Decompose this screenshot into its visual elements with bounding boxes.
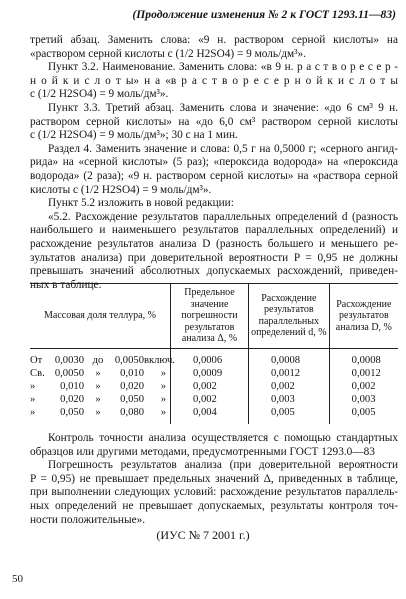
text-line: зультатов анализа) при доверительной вероятности P = 0,95 не должны <box>30 251 398 264</box>
col-header-tellurium: Массовая доля теллура, % <box>44 310 156 321</box>
range-part: » <box>30 380 36 392</box>
cell-error-limit: 0,002 <box>171 393 249 406</box>
table-row <box>30 406 398 423</box>
range-part: » <box>95 394 101 406</box>
col-header-analysis-discrepancy: Расхождение результатов анализа D, % <box>329 284 398 349</box>
text-line: Раздел 4. Заменить значение и слова: 0,5 г на 0,5000 г; «серного ангид- <box>48 142 398 155</box>
range-part: 0,0050 <box>114 354 144 366</box>
cell-error-limit: 0,0006 <box>171 348 249 367</box>
range-part: 0,010 <box>120 367 144 379</box>
cell-analysis-discrepancy: 0,005 <box>329 406 398 423</box>
text-line: ности положительные». <box>30 513 146 526</box>
cell-tellurium-range <box>30 393 171 406</box>
range-part: 0,020 <box>60 394 84 406</box>
text-line: наибольшего и наименьшего результатов параллельных определений) и <box>30 224 398 237</box>
range-part: » <box>160 394 166 406</box>
cell-analysis-discrepancy: 0,003 <box>329 393 398 406</box>
range-part: » <box>160 407 166 419</box>
cell-analysis-discrepancy: 0,002 <box>329 380 398 393</box>
cell-parallel-discrepancy: 0,0008 <box>248 348 329 367</box>
range-part: » <box>95 367 101 379</box>
cell-parallel-discrepancy: 0,002 <box>248 380 329 393</box>
text-line: Погрешность результатов анализа (при доверительной вероятности <box>48 459 398 472</box>
text-line: расхождение результатов анализа D (разность большего и меньшего ре- <box>30 237 398 250</box>
table-row <box>30 367 398 380</box>
ius-reference: (ИУС № 7 2001 г.) <box>156 528 250 542</box>
range-part: 0,050 <box>120 394 144 406</box>
cell-error-limit: 0,004 <box>171 406 249 423</box>
table-row <box>30 348 398 367</box>
col-header-error-limit: Предельное значение погрешности результатов анализа Δ, % <box>171 284 249 349</box>
text-line: Пункт 3.3. Третий абзац. Заменить слова и значение: «до 6 см³ 9 н. <box>48 101 398 114</box>
range-part: 0,080 <box>120 407 144 419</box>
cell-analysis-discrepancy: 0,0012 <box>329 367 398 380</box>
range-part: » <box>30 407 36 419</box>
text-line: образцов или другими методами, предусмотренными ГОСТ 1293.0—83 <box>30 445 375 458</box>
text-line: «5.2. Расхождение результатов параллельных определений d (разность <box>48 210 398 223</box>
text-line: раствором серной кислоты» на «до 6,0 см³ раствором серной кислоты <box>30 115 398 128</box>
text-line: «раствором серной кислоты c (1/2 H2SO4) = 9 моль/дм³». <box>30 47 306 60</box>
range-part: 0,020 <box>120 380 144 392</box>
table-row <box>30 380 398 393</box>
text-line: Пункт 3.2. Наименование. Заменить слова: «в 9 н. р а с т в о р е с е р - <box>48 61 398 74</box>
text-line: водорода» (2 раза); «9 н. раствором серной кислоты» на «раствора серной <box>30 169 398 182</box>
range-part: » <box>30 394 36 406</box>
cell-parallel-discrepancy: 0,0012 <box>248 367 329 380</box>
range-part: 0,050 <box>60 407 84 419</box>
page-number: 50 <box>12 573 23 585</box>
range-part: 0,0030 <box>54 354 84 366</box>
table-row <box>30 393 398 406</box>
range-part: до <box>92 354 104 366</box>
text-line: c (1/2 H2SO4) = 9 моль/дм³»; 30 с на 1 мин. <box>30 129 238 142</box>
range-part: 0,0050 <box>54 367 84 379</box>
text-line: рида» на «серной кислоты» (5 раз); «пероксида водорода» на «пероксида <box>30 156 398 169</box>
range-part: » <box>95 407 101 419</box>
cell-tellurium-range <box>30 380 171 393</box>
range-part: включ. <box>144 354 175 366</box>
text-line: Пункт 5.2 изложить в новой редакции: <box>48 197 234 210</box>
table-header-row <box>30 284 398 349</box>
text-line: ных определений не превышает допускаемых, результаты контроля точ- <box>30 499 398 512</box>
cell-tellurium-range <box>30 406 171 423</box>
cell-parallel-discrepancy: 0,003 <box>248 393 329 406</box>
text-line: P = 0,95) не превышает предельных значений Δ, приведенных в таблице, <box>30 472 398 485</box>
text-line: при выполнении следующих условий: расхождение результатов параллель- <box>30 486 398 499</box>
tolerance-table <box>30 283 398 424</box>
cell-analysis-discrepancy: 0,0008 <box>329 348 398 367</box>
range-part: 0,010 <box>60 380 84 392</box>
text-line: Контроль точности анализа осуществляется с помощью стандартных <box>48 432 398 444</box>
col-header-parallel-discrepancy: Расхождение результатов параллельных определений d, % <box>248 284 329 349</box>
range-part: От <box>30 354 43 366</box>
range-part: Св. <box>30 367 45 379</box>
text-line: н о й к и с л о т ы» н а «в р а с т в о р е с е р н о й к и с л о т ы <box>30 74 398 87</box>
cell-error-limit: 0,0009 <box>171 367 249 380</box>
range-part: » <box>160 380 166 392</box>
range-part: » <box>95 380 101 392</box>
amendment-text <box>30 34 398 292</box>
text-line: ных в таблице. <box>30 278 102 291</box>
cell-parallel-discrepancy: 0,005 <box>248 406 329 423</box>
text-line: третий абзац. Заменить слова: «9 н. раствором серной кислоты» на <box>30 34 398 46</box>
cell-tellurium-range <box>30 367 171 380</box>
text-line: c (1/2 H2SO4) = 9 моль/дм³». <box>30 88 169 101</box>
text-line: превышать значений абсолютных допускаемых расхождений, приведен- <box>30 265 398 278</box>
cell-tellurium-range <box>30 348 175 367</box>
running-header: (Продолжение изменения № 2 к ГОСТ 1293.11—83) <box>132 8 396 21</box>
closing-text <box>30 432 398 527</box>
range-part: » <box>160 367 166 379</box>
cell-error-limit: 0,002 <box>171 380 249 393</box>
text-line: кислоты c (1/2 H2SO4) = 9 моль/дм³». <box>30 183 212 196</box>
